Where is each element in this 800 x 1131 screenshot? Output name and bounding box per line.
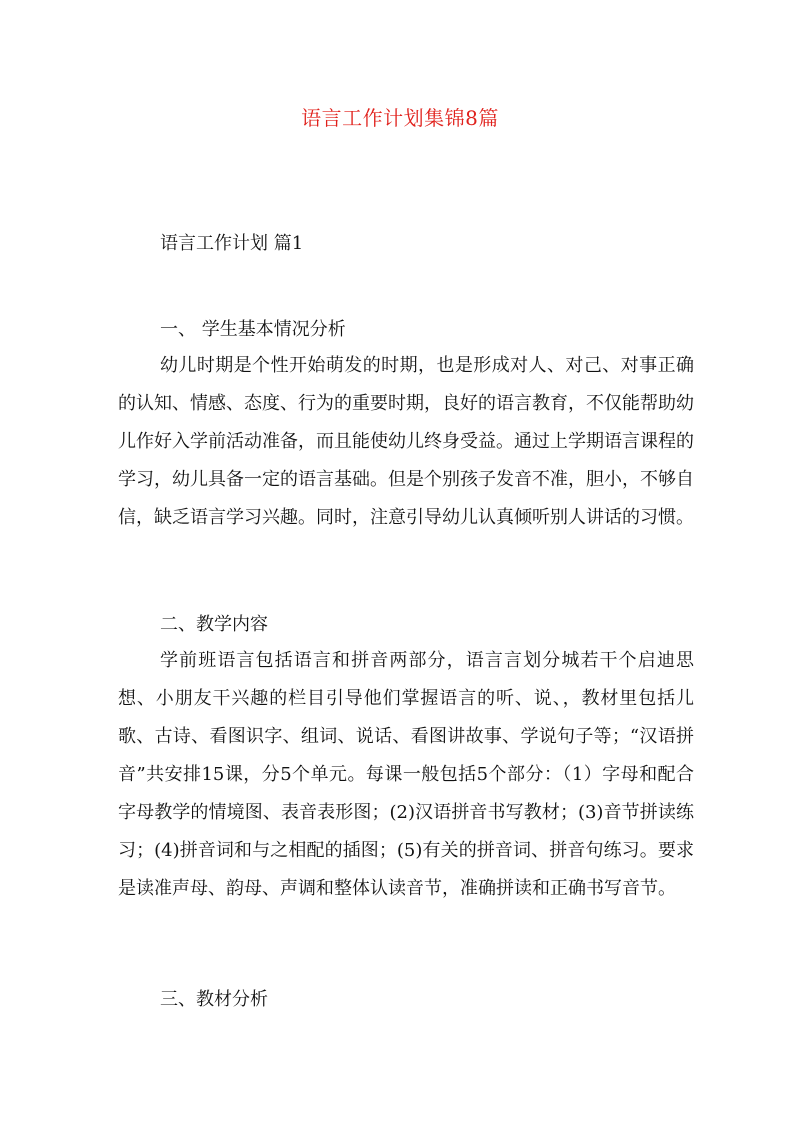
section-paragraph-1: 幼儿时期是个性开始萌发的时期，也是形成对人、对己、对事正确的认知、情感、态度、行为的重要时期，良好的语言教育，不仅能帮助幼儿作好入学前活动准备，而且能使幼儿终身受益。通过上学期语言课程的学习，幼儿具备一定的语言基础。但是个别孩子发音不准，胆小，不够自信，缺乏语言学习兴趣。同时，注意引导幼儿认真倾听别人讲话的习惯。 [118, 355, 694, 528]
section-heading-3: 三、教材分析 [160, 989, 268, 1010]
article-subtitle: 语言工作计划 篇1 [160, 233, 304, 254]
document-title: 语言工作计划集锦8篇 [301, 106, 499, 130]
section-paragraph-2: 学前班语言包括语言和拼音两部分，语言言划分城若干个启迪思想、小朋友干兴趣的栏目引导他们掌握语言的听、说、，教材里包括儿歌、古诗、看图识字、组词、说话、看图讲故事、学说句子等；“汉语拼音”共安排15课，分5个单元。每课一般包括5个部分：（1）字母和配合字母教学的情境图、表音表形图；(2)汉语拼音书写教材；(3)音节拼读练习；(4)拼音词和与之相配的插图；(5)有关的拼音词、拼音句练习。要求是读准声母、韵母、声调和整体认读音节，准确拼读和正确书写音节。 [118, 650, 694, 899]
section-heading-1: 一、 学生基本情况分析 [160, 319, 346, 340]
section-heading-2: 二、教学内容 [160, 614, 268, 635]
